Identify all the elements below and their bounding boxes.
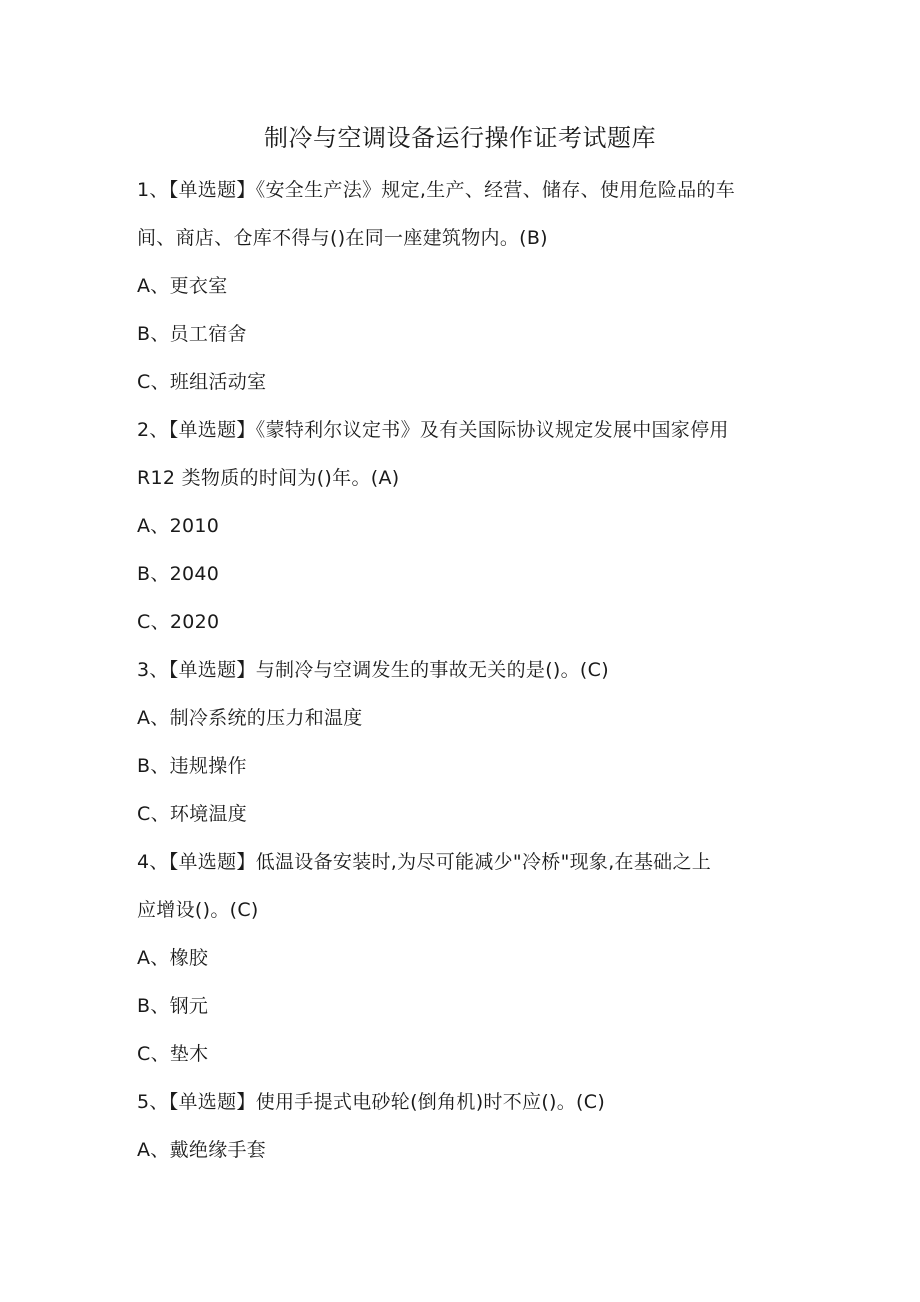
question-5 [137,1078,797,1174]
question-1 [137,166,797,406]
question-2 [137,406,797,646]
option-c: C、2020 [137,611,220,633]
option-b: B、钢元 [137,995,209,1017]
option-a: A、橡胶 [137,947,209,969]
question-text-line: 5、【单选题】使用手提式电砂轮(倒角机)时不应()。(C) [137,1091,606,1113]
option-b: B、2040 [137,563,220,585]
option-b: B、员工宿舍 [137,323,247,345]
question-4 [137,838,797,1078]
option-c: C、垫木 [137,1043,209,1065]
option-a: A、更衣室 [137,275,228,297]
question-text-line: R12 类物质的时间为()年。(A) [137,467,400,489]
question-text-line: 1、【单选题】《安全生产法》规定,生产、经营、储存、使用危险品的车 [137,179,736,201]
question-text-line: 2、【单选题】《蒙特利尔议定书》及有关国际协议规定发展中国家停用 [137,419,729,441]
question-text-line: 应增设()。(C) [137,899,259,921]
question-text-line: 4、【单选题】低温设备安装时,为尽可能减少"冷桥"现象,在基础之上 [137,851,712,873]
option-c: C、环境温度 [137,803,248,825]
document-title: 制冷与空调设备运行操作证考试题库 [264,124,656,152]
option-a: A、戴绝缘手套 [137,1139,267,1161]
option-c: C、班组活动室 [137,371,267,393]
option-b: B、违规操作 [137,755,247,777]
option-a: A、2010 [137,515,220,537]
question-3 [137,646,797,838]
question-text-line: 间、商店、仓库不得与()在同一座建筑物内。(B) [137,227,548,249]
question-list [137,166,797,1174]
option-a: A、制冷系统的压力和温度 [137,707,363,729]
question-text-line: 3、【单选题】与制冷与空调发生的事故无关的是()。(C) [137,659,609,681]
